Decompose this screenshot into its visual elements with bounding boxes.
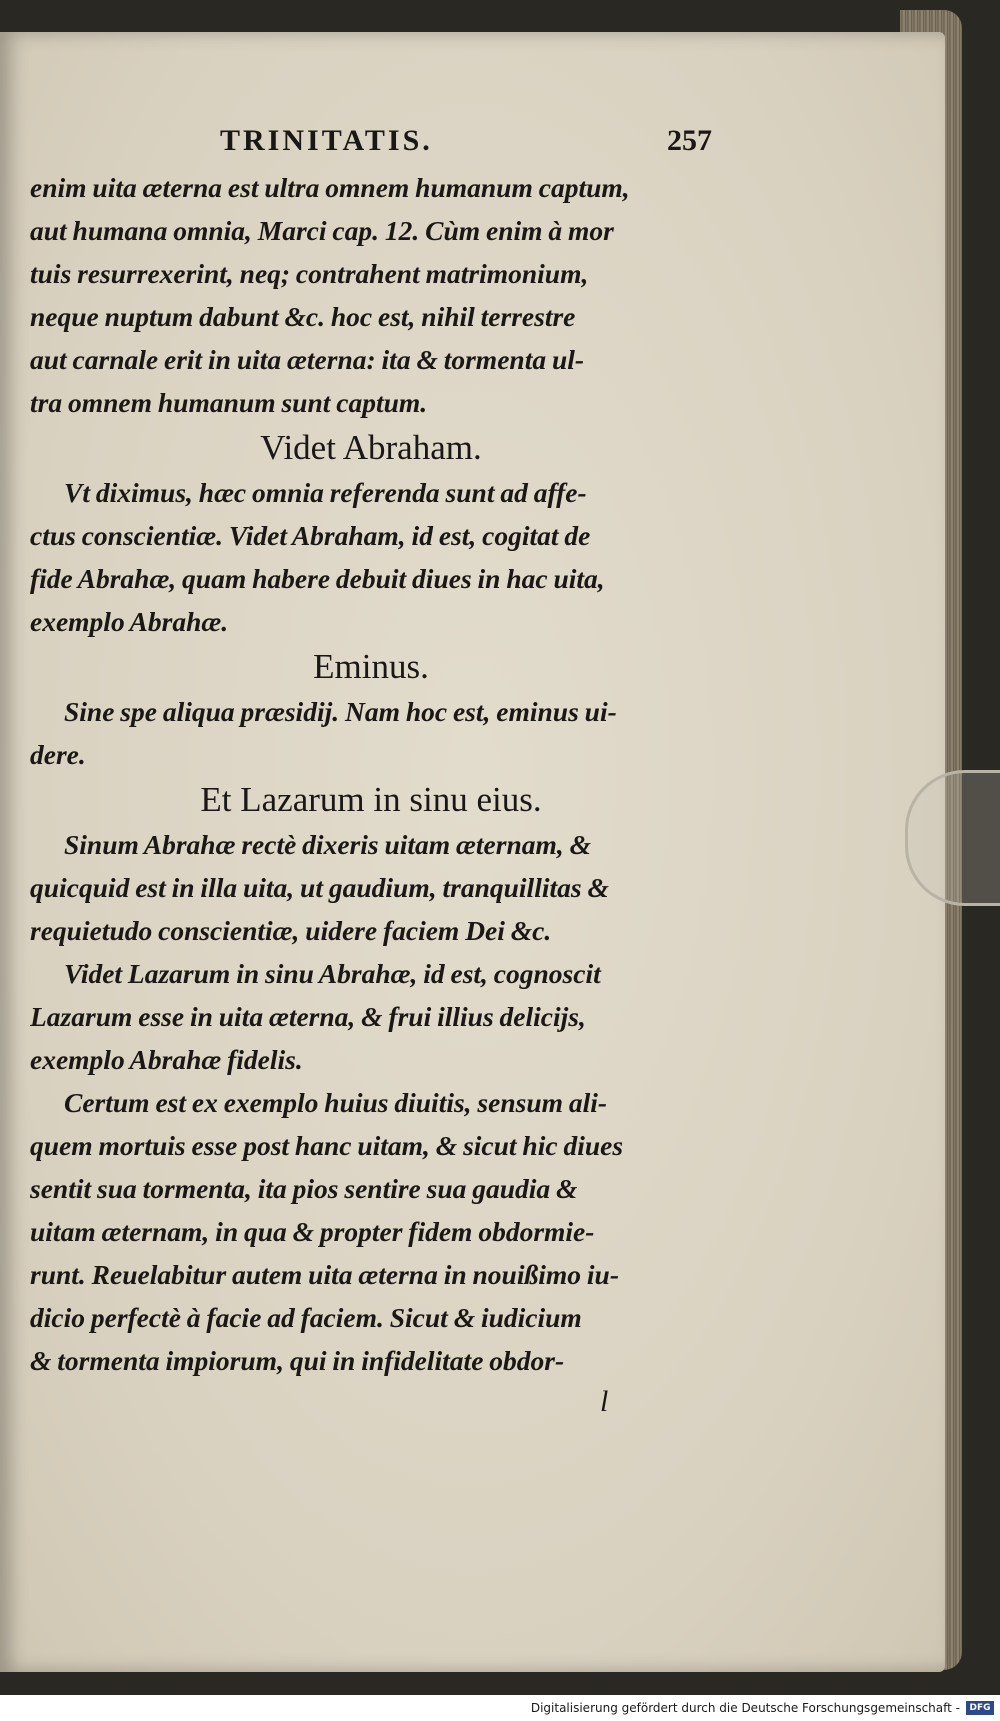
page-text-block	[30, 118, 712, 1422]
dfg-logo: DFG	[966, 1701, 994, 1715]
line-20: exemplo Abrahæ fidelis.	[30, 1044, 303, 1075]
section-heading-videt-abraham: Videt Abraham.	[260, 428, 482, 467]
line-23: sentit sua tormenta, ita pios sentire sua gaudia &	[30, 1173, 578, 1204]
line-0: enim uita æterna est ultra omnem humanum captum,	[30, 172, 630, 203]
line-18: Videt Lazarum in sinu Abrahæ, id est, cognoscit	[64, 958, 601, 989]
line-3: neque nuptum dabunt &c. hoc est, nihil terrestre	[30, 301, 576, 332]
line-10: exemplo Abrahæ.	[30, 606, 229, 637]
section-heading-et-lazarum: Et Lazarum in sinu eius.	[200, 780, 542, 819]
funding-credit: Digitalisierung gefördert durch die Deutsche Forschungsgemeinschaft -	[530, 1701, 960, 1715]
line-8: ctus conscientiæ. Videt Abraham, id est, cogitat de	[30, 520, 591, 551]
line-1: aut humana omnia, Marci cap. 12. Cùm enim à mor	[30, 215, 614, 246]
line-19: Lazarum esse in uita æterna, & frui illius delicijs,	[30, 1001, 586, 1032]
bookmark-ribbon	[905, 770, 1000, 906]
line-25: runt. Reuelabitur autem uita æterna in nouißimo iu-	[30, 1259, 619, 1290]
line-9: fide Abrahæ, quam habere debuit diues in hac uita,	[30, 563, 605, 594]
line-17: requietudo conscientiæ, uidere faciem Dei &c.	[30, 915, 552, 946]
running-head	[190, 118, 712, 166]
signature-mark: l	[600, 1385, 609, 1418]
line-15: Sinum Abrahæ rectè dixeris uitam æternam, &	[64, 829, 592, 860]
line-27: & tormenta impiorum, qui in infidelitate obdor-	[30, 1345, 565, 1376]
line-13: dere.	[30, 739, 86, 770]
line-2: tuis resurrexerint, neq; contrahent matrimonium,	[30, 258, 589, 289]
line-7: Vt diximus, hæc omnia referenda sunt ad affe-	[64, 477, 587, 508]
page-number: 257	[667, 124, 712, 157]
line-5: tra omnem humanum sunt captum.	[30, 387, 428, 418]
line-21: Certum est ex exemplo huius diuitis, sensum ali-	[64, 1087, 608, 1118]
section-heading-eminus: Eminus.	[313, 647, 429, 686]
digitization-footer	[0, 1695, 1000, 1721]
line-24: uitam æternam, in qua & propter fidem obdormie-	[30, 1216, 595, 1247]
running-head-title: TRINITATIS.	[220, 124, 433, 157]
line-22: quem mortuis esse post hanc uitam, & sicut hic diues	[30, 1130, 624, 1161]
line-12: Sine spe aliqua præsidij. Nam hoc est, eminus ui-	[64, 696, 617, 727]
line-26: dicio perfectè à facie ad faciem. Sicut & iudicium	[30, 1302, 582, 1333]
line-16: quicquid est in illa uita, ut gaudium, tranquillitas &	[30, 872, 609, 903]
line-4: aut carnale erit in uita æterna: ita & tormenta ul-	[30, 344, 585, 375]
